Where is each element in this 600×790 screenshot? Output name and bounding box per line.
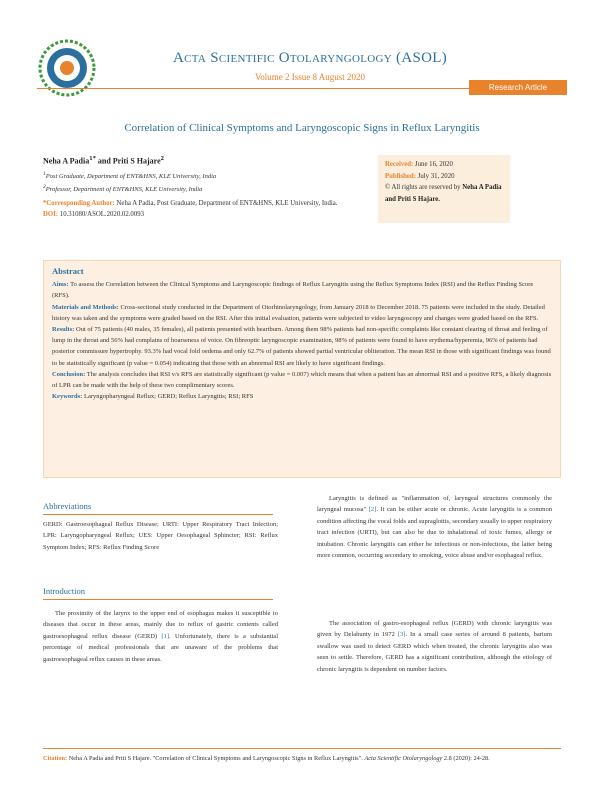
right-p2-text-a: The association of gastro-esophageal reflux (GERD) with chronic laryngitis was given by Delahunty in 1972 bbox=[317, 620, 552, 639]
affiliation-1 bbox=[43, 171, 216, 180]
abstract-heading: Abstract bbox=[52, 266, 84, 276]
introduction-paragraph bbox=[43, 608, 278, 665]
issue-info: Volume 2 Issue 8 August 2020 bbox=[254, 72, 366, 82]
reference-2-link[interactable]: [2] bbox=[368, 506, 377, 514]
citation-tail: 2.8 (2020): 24-28. bbox=[442, 755, 490, 762]
author-1: Neha A Padia bbox=[43, 156, 90, 166]
conclusion-label: Conclusion: bbox=[52, 370, 86, 378]
affiliation-2-text: Professor, Department of ENT&HNS, KLE University, India bbox=[45, 186, 203, 194]
keywords-label: Keywords: bbox=[52, 393, 83, 401]
published-date: July 31, 2020 bbox=[415, 172, 455, 180]
abbreviations-heading: Abbreviations bbox=[43, 501, 92, 511]
aims-label: Aims: bbox=[52, 281, 69, 289]
article-type-badge: Research Article bbox=[469, 80, 567, 95]
introduction-divider bbox=[43, 599, 273, 600]
journal-logo-icon bbox=[37, 38, 97, 98]
author-1-sup: 1* bbox=[89, 155, 96, 162]
doi-link[interactable]: 10.31080/ASOL.2020.02.0093 bbox=[58, 211, 145, 218]
corr-text: Neha A Padia, Post Graduate, Department of ENT&HNS, KLE University, India. bbox=[114, 200, 338, 207]
author-2: and Priti S Hajare bbox=[95, 156, 161, 166]
reference-1-link[interactable]: [1] bbox=[161, 632, 170, 640]
affiliation-2 bbox=[43, 184, 202, 193]
citation-text: Neha A Padia and Priti S Hajare. "Correlation of Clinical Symptoms and Laryngoscopic Signs in Reflux Laryngitis". bbox=[67, 755, 365, 762]
citation-journal: Acta Scientific Otolaryngology bbox=[364, 755, 443, 762]
right-p1-text-b: . It can be either acute or chronic. Acute laryngitis is a common condition affecting the vocal folds and supraglottis, secondary usually to upper respiratory tract infection (URTI), but can also be due to inhalational of toxic fumes, allergy or intubation. Chronic laryngitis can either be infectious or non-infectious, the latter being more common, occurring secondary to smoking, voice abuse and/or esophageal reflux. bbox=[317, 506, 552, 560]
intro-text-b: . Unfortunately, there is a substantial percentage of medical professionals that are unaware of the problems that gastroesophageal reflux causes in these areas. bbox=[43, 632, 278, 663]
abstract-results bbox=[52, 324, 552, 369]
published-label: Published: bbox=[385, 172, 416, 180]
abbreviations-text: GERD: Gastroesophageal Reflux Disease; URTI: Upper Respiratory Tract Infection; LPR: Laryngopharyngeal Reflux; UES: Upper Oesophageal Sphincter; RSI: Reflux Symptom Index; RFS: Reflux Finding Score bbox=[43, 521, 278, 551]
citation-line bbox=[43, 753, 561, 764]
abstract-conclusion bbox=[52, 369, 552, 391]
results-text: Out of 75 patients (40 males, 35 females), all patients presented with heartburn. Among them 98% patients had non-specific complaints like constant clearing of throat and feeling of lump in the throat and 56% had complains of hoarseness of voice. On fibreoptic laryngoscopic examination, 98% of patients were found to have erythema/hyperemia, 96% of patients had posterior commissure hypertrophy. 93.3% had vocal fold oedema and only 62.7% of patients showed partial ventricular obliteration. The mean RSI in those with significant findings was found to be statistically significant (p value = 0.054) indicating that those with an abnormal RSI are likely to have significant findings. bbox=[52, 326, 551, 367]
laryngitis-paragraph bbox=[317, 493, 552, 561]
introduction-heading: Introduction bbox=[43, 586, 86, 596]
keywords-text: Laryngopharyngeal Reflux; GERD; Reflux Laryngitis; RSI; RFS bbox=[82, 393, 254, 401]
received-date: June 16, 2020 bbox=[413, 161, 453, 168]
affiliation-1-sup: 1 bbox=[43, 171, 46, 177]
methods-label: Materials and Methods: bbox=[52, 303, 119, 311]
received-label: Received: bbox=[385, 161, 414, 168]
article-dates-box bbox=[378, 155, 510, 223]
article-title: Correlation of Clinical Symptoms and Laryngoscopic Signs in Reflux Laryngitis bbox=[124, 122, 480, 134]
methods-text: Cross-sectional study conducted in the Department of Otorhinolaryngology, from January 2018 to December 2018. 75 patients were included in the study. Detailed history was taken and the symptoms were graded based on the RSI. After this initial evaluation, patients were subjected to video laryngoscopy and changes were graded based on the RFS. bbox=[52, 303, 545, 322]
footer-divider bbox=[43, 748, 561, 749]
reference-3-link[interactable]: [3] bbox=[397, 631, 406, 639]
abbreviations-divider bbox=[43, 514, 273, 515]
right-p1-text-a: Laryngitis is defined as "inflammation of, laryngeal structures commonly the laryngeal mucosa" bbox=[317, 495, 552, 514]
journal-title: Acta Scientific Otolaryngology (ASOL) bbox=[173, 50, 447, 66]
author-line bbox=[43, 155, 164, 166]
abstract-box bbox=[43, 260, 561, 478]
conclusion-text: The analysis concludes that RSI v/s RFS are statistically significant (p value = 0.007) which means that when a patient has an abnormal RSI and a positive RFS, a likely diagnosis of LPR can be made with the help of these two complimentary scores. bbox=[52, 370, 552, 390]
right-p2-text-b: . In a small case series of around 8 patients, barium swallow was used to detect GERD which when treated, the chronic laryngitis also was seen to settle. Therefore, GERD has a significant contribution, although the etiology of chronic laryngitis is dependent on number factors. bbox=[317, 631, 552, 673]
rights-text: © All rights are reserved by bbox=[385, 184, 463, 191]
results-label: Results: bbox=[52, 326, 75, 334]
intro-text-a: The proximity of the larynx to the upper end of esophagus makes it susceptible to diseases that occur in these areas, mainly due to reflux of gastric contents called gastroesophageal reflux disease (GERD) bbox=[43, 610, 278, 640]
rights-holder: Neha A Padia and Priti S Hajare. bbox=[385, 184, 502, 203]
abstract-aims bbox=[52, 279, 552, 301]
abstract-keywords bbox=[52, 391, 552, 402]
corr-label: *Corresponding Author: bbox=[43, 200, 115, 207]
corresponding-author bbox=[43, 198, 363, 220]
author-2-sup: 2 bbox=[160, 155, 164, 162]
affiliation-1-text: Post Graduate, Department of ENT&HNS, KLE University, India bbox=[45, 173, 217, 181]
doi-label: DOI: bbox=[43, 211, 59, 218]
aims-text: To assess the Correlation between the Clinical Symptoms and Laryngoscopic findings of Reflux Laryngitis using the Reflux Symptoms Index (RSI) and the Reflux Finding Score (RFS). bbox=[52, 281, 534, 300]
abstract-methods bbox=[52, 302, 552, 324]
citation-label: Citation: bbox=[43, 755, 68, 762]
gerd-paragraph bbox=[317, 618, 552, 675]
affiliation-2-sup: 2 bbox=[43, 184, 46, 190]
